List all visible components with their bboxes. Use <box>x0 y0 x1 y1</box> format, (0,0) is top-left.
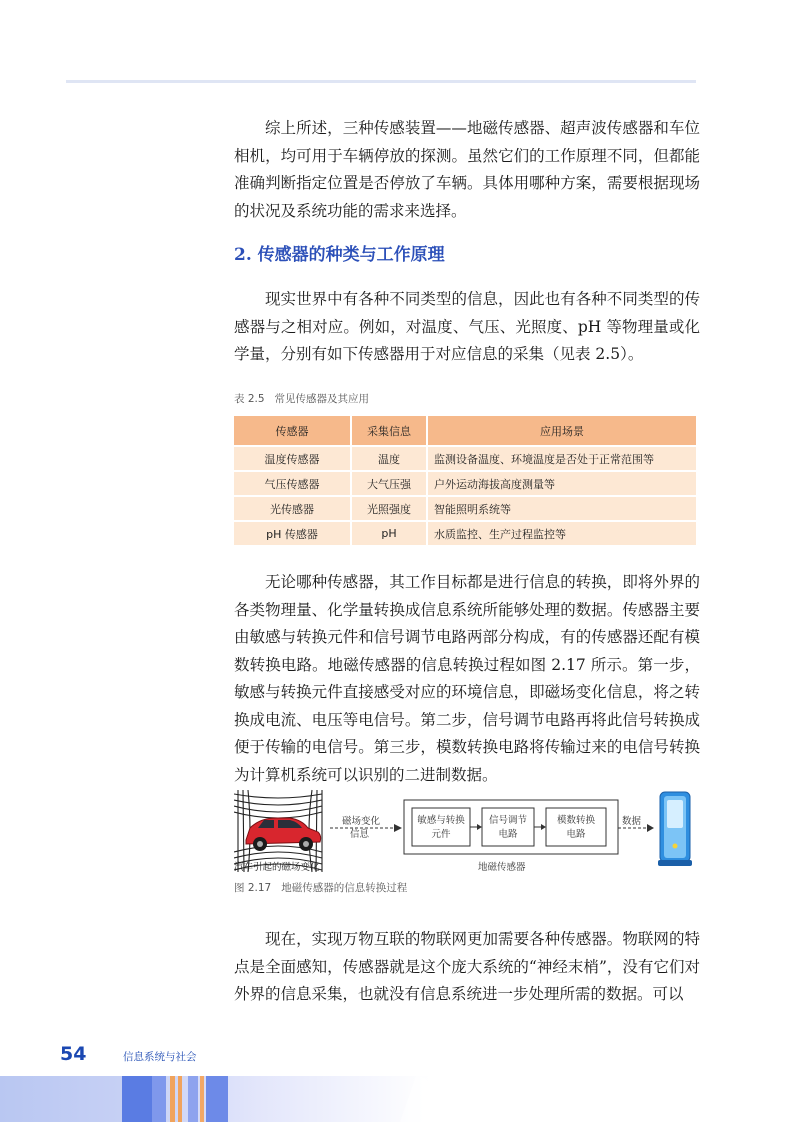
table-row <box>234 522 696 545</box>
table-cell: pH 传感器 <box>234 522 350 545</box>
box-signal-conditioning <box>482 808 534 846</box>
arrow-head-icon <box>541 824 546 830</box>
table-cell: 户外运动海拔高度测量等 <box>426 472 696 495</box>
table-caption <box>234 391 369 406</box>
arrow-head-icon <box>647 824 654 832</box>
box3-line2: 电路 <box>566 829 586 840</box>
paragraph-sensor-types: 现实世界中有各种不同类型的信息，因此也有各种不同类型的传感器与之相对应。例如，对温度、气压、光照度、pH 等物理量或化学量，分别有如下传感器用于对应信息的采集（见表 2.5）。 <box>234 290 700 363</box>
section-heading: 2. 传感器的种类与工作原理 <box>234 245 445 265</box>
sensor-table <box>234 414 696 547</box>
output-label: 数据 <box>622 816 642 827</box>
table-cell: 温度传感器 <box>234 447 350 470</box>
box3-line1: 模数转换 <box>556 815 596 826</box>
figure-caption <box>234 880 407 895</box>
book-title: 信息系统与社会 <box>123 1051 197 1063</box>
table-cell: 大气压强 <box>350 472 426 495</box>
table-header-row <box>234 416 696 445</box>
input-label-line1: 磁场变化 <box>342 816 381 827</box>
box2-line2: 电路 <box>498 829 518 840</box>
computer-server-icon <box>658 792 692 866</box>
table-cell: 监测设备温度、环境温度是否处于正常范围等 <box>426 447 696 470</box>
box1-line1: 敏感与转换 <box>417 815 465 826</box>
box2-line1: 信号调节 <box>488 815 528 826</box>
table-cell: 智能照明系统等 <box>426 497 696 520</box>
table-row <box>234 447 696 470</box>
figure-geomagnetic-sensor <box>234 788 700 874</box>
arrow-head-icon <box>477 824 482 830</box>
table-cell: 光传感器 <box>234 497 350 520</box>
table-cell: 温度 <box>350 447 426 470</box>
input-label-line2: 信息 <box>350 829 370 840</box>
page-number: 54 <box>60 1043 87 1065</box>
table-header-cell: 采集信息 <box>350 416 426 445</box>
arrow-head-icon <box>394 824 402 832</box>
sensor-label: 地磁传感器 <box>478 862 526 873</box>
paragraph-working-principle: 无论哪种传感器，其工作目标都是进行信息的转换，即将外界的各类物理量、化学量转换成信息系统所能够处理的数据。传感器主要由敏感与转换元件和信号调节电路两部分构成，有的传感器还配有模数转换电路。地磁传感器的信息转换过程如图 2.17 所示。第一步，敏感与转换元件直接感受对应的环境信息，即磁场变化信息，将之转换成电流、电压等电信号。第二步，信号调节电路再将此信号转换成便于传输的电信号。第三步，模数转换电路将传输过来的电信号转换为计算机系统可以识别的二进制数据。 <box>234 573 700 784</box>
table-cell: 气压传感器 <box>234 472 350 495</box>
paragraph-iot: 现在，实现万物互联的物联网更加需要各种传感器。物联网的特点是全面感知，传感器就是这个庞大系统的“神经末梢”，没有它们对外界的信息采集，也就没有信息系统进一步处理所需的数据。可以 <box>234 930 700 1003</box>
box1-line2: 元件 <box>431 829 451 840</box>
table-caption-text: 常见传感器及其应用 <box>274 393 370 405</box>
table-cell: 光照强度 <box>350 497 426 520</box>
table-header-cell: 传感器 <box>234 416 350 445</box>
table-row <box>234 472 696 495</box>
box-ad-converter <box>546 808 606 846</box>
top-rule <box>66 80 696 83</box>
table-cell: pH <box>350 522 426 545</box>
car-label: 汽车引起的磁场变化 <box>234 862 320 873</box>
paragraph-summary: 综上所述，三种传感装置——地磁传感器、超声波传感器和车位相机，均可用于车辆停放的探测。虽然它们的工作原理不同，但都能准确判断指定位置是否停放了车辆。具体用哪种方案，需要根据现场的状况及系统功能的需求来选择。 <box>234 119 700 220</box>
figure-caption-text: 地磁传感器的信息转换过程 <box>281 882 408 894</box>
bottom-decoration-band <box>0 1076 800 1122</box>
table-cell: 水质监控、生产过程监控等 <box>426 522 696 545</box>
table-caption-number: 表 2.5 <box>234 393 265 405</box>
table-header-cell: 应用场景 <box>426 416 696 445</box>
table-row <box>234 497 696 520</box>
figure-caption-number: 图 2.17 <box>234 882 272 894</box>
box-sensing-element <box>412 808 470 846</box>
